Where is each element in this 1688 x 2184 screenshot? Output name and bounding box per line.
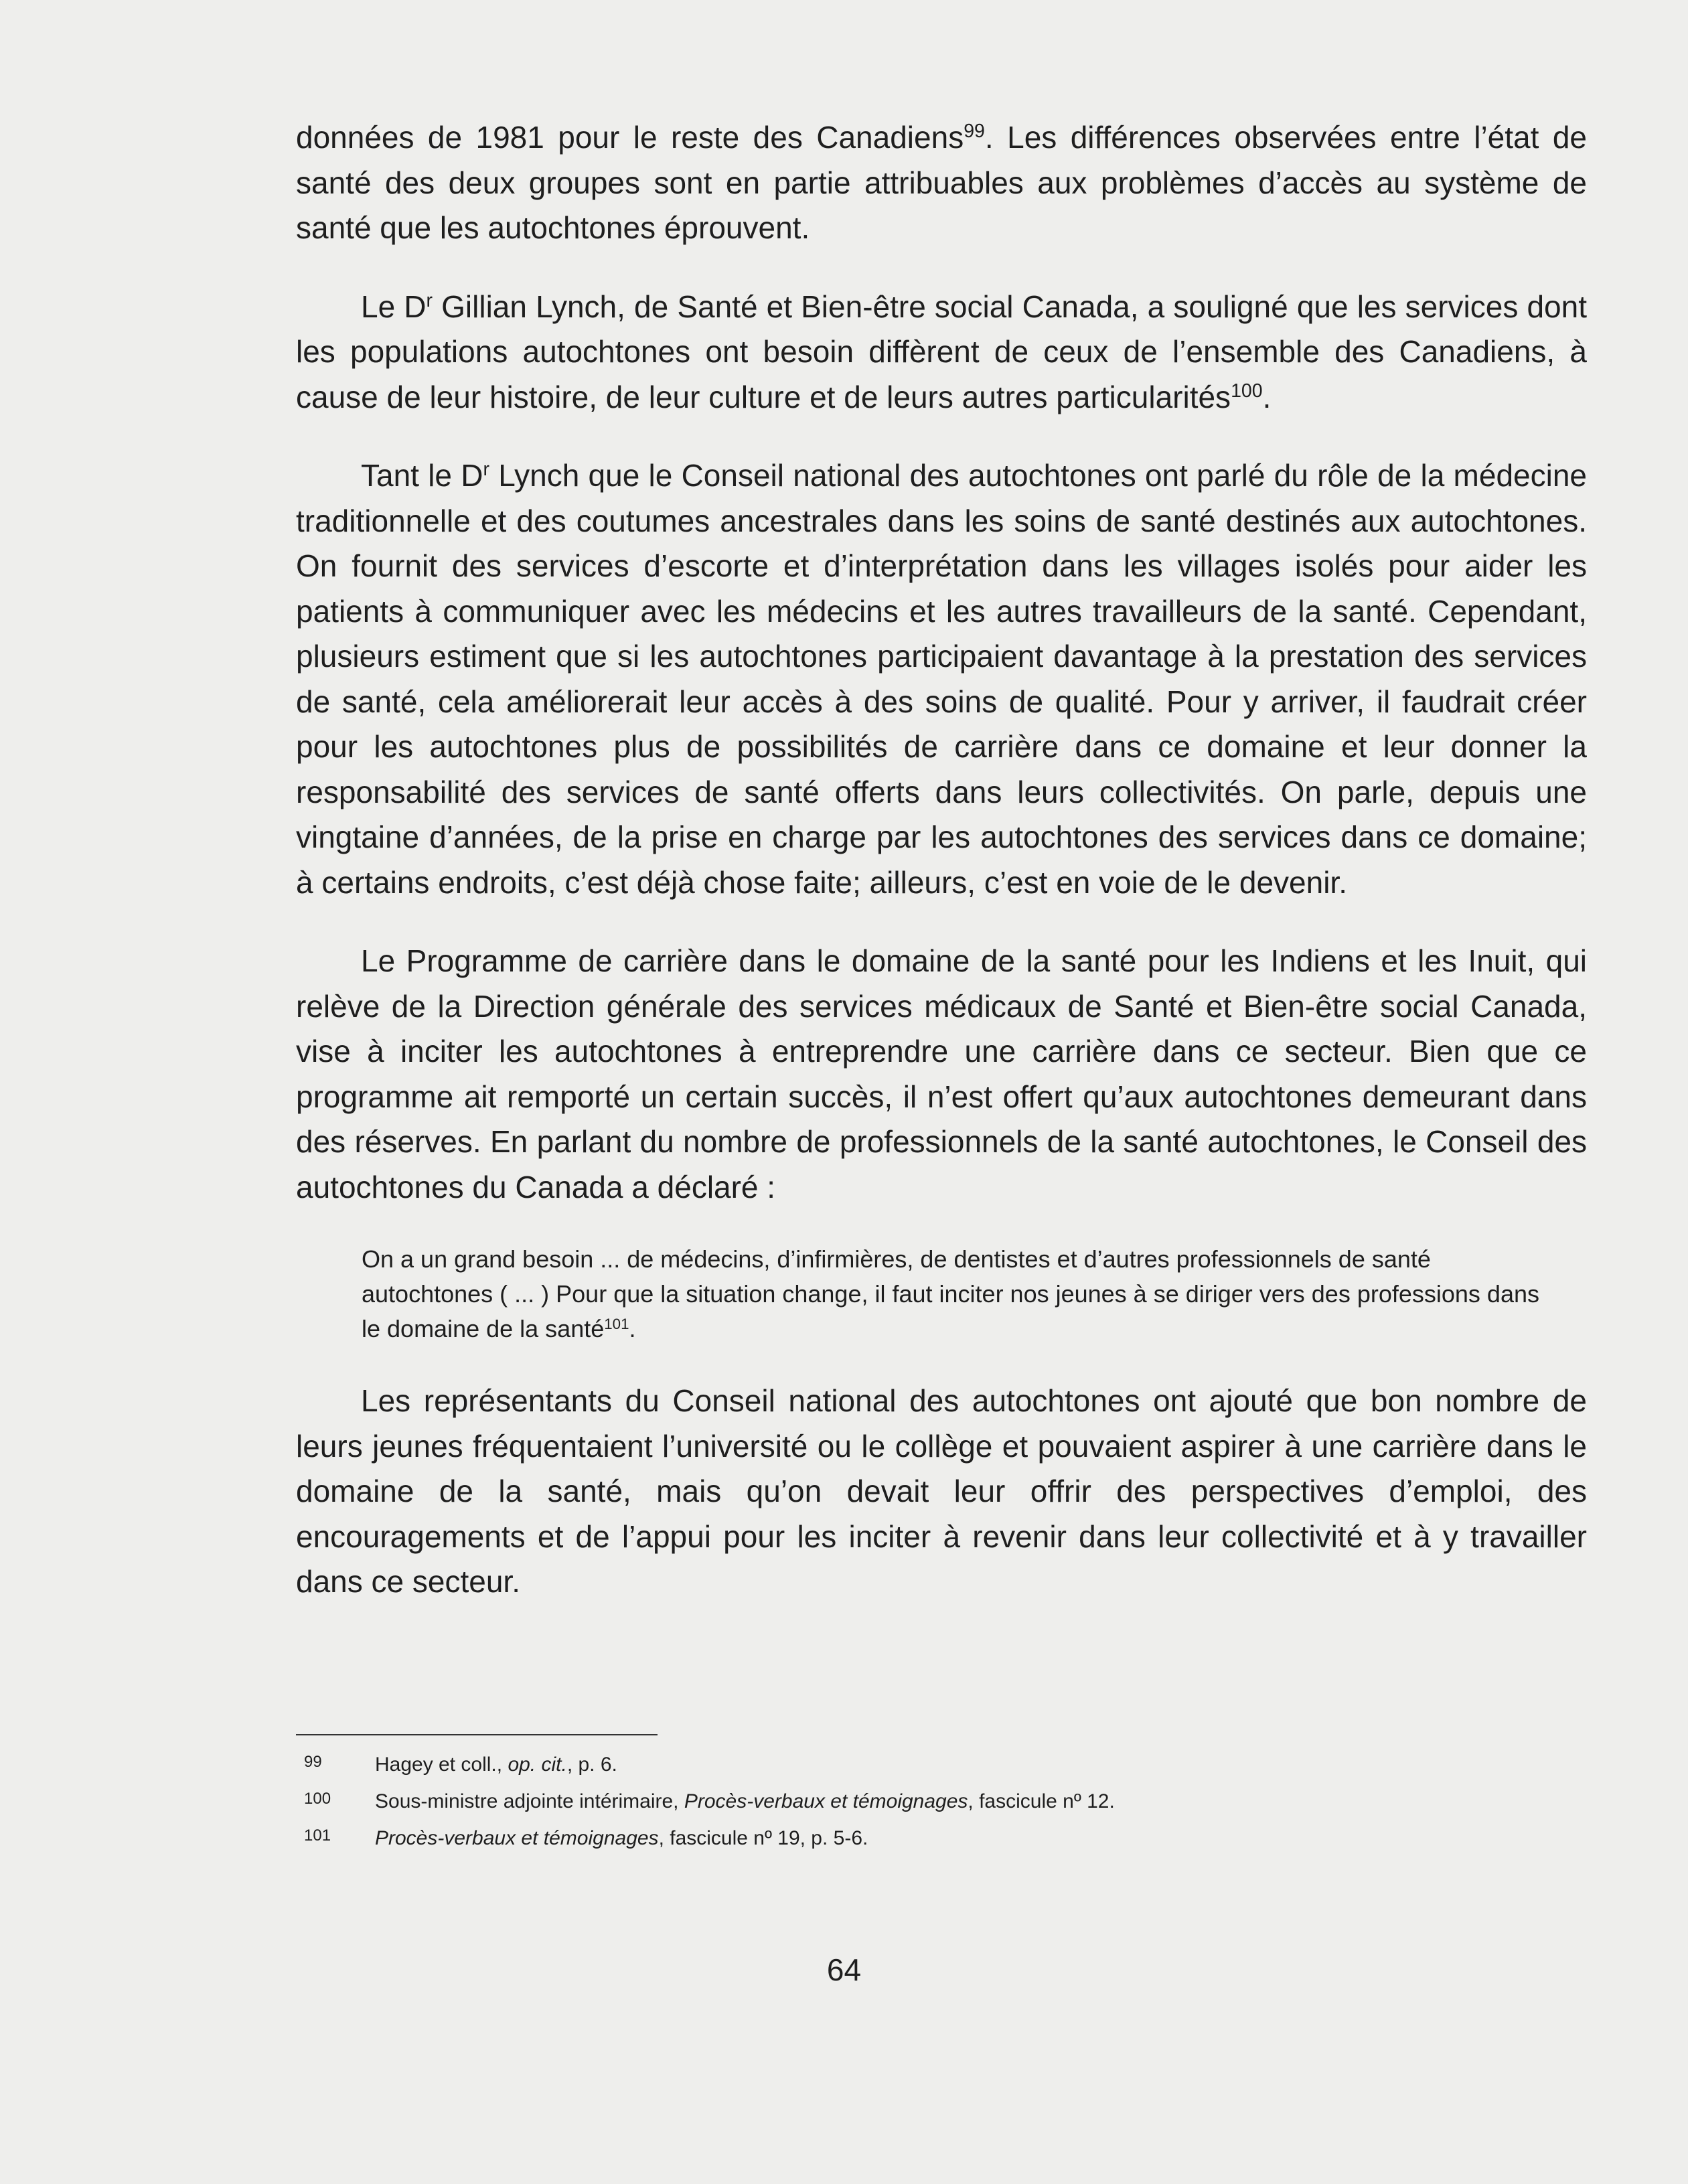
footnote-text-a: Sous-ministre adjointe intérimaire, (375, 1790, 684, 1812)
paragraph-1-text-b: . Les différences observées entre l’état de santé des deux groupes sont en partie attribuables aux problèmes d’accès au système de santé que les autochtones éprouvent. (296, 120, 1587, 245)
paragraph-1-text-a: données de 1981 pour le reste des Canadiens (296, 120, 964, 155)
paragraph-5: Les représentants du Conseil national des autochtones ont ajouté que bon nombre de leurs jeunes fréquentaient l’université ou le collège et pouvaient aspirer à une carrière dans le domaine de la santé, mais qu’on devait leur offrir des perspectives d’emploi, des encouragements et de l’appui pour les inciter à revenir dans leur collectivité et à y travailler dans ce secteur. (296, 1383, 1587, 1599)
paragraph-3-text-a: Tant le D (361, 458, 483, 493)
block-quote (362, 1242, 1560, 1346)
footnote-ref-101: 101 (604, 1315, 629, 1332)
paragraph-4: Le Programme de carrière dans le domaine de la santé pour les Indiens et les Inuit, qui relève de la Direction générale des services médicaux de Santé et Bien-être social Canada, vise à inciter les autochtones à entreprendre une carrière dans ce secteur. Bien que ce programme ait remporté un certain succès, il n’est offert qu’aux autochtones demeurant dans des réserves. En parlant du nombre de professionnels de la santé autochtones, le Conseil des autochtones du Canada a déclaré : (296, 943, 1587, 1204)
doctor-superscript: r (426, 289, 433, 311)
footnote-number: 101 (304, 1826, 331, 1845)
footnote-101 (296, 1820, 1568, 1857)
footnote-text-b: , fascicule nº 19, p. 5-6. (658, 1827, 868, 1849)
quote-text-b: . (629, 1315, 636, 1342)
paragraph-3 (296, 453, 1587, 905)
footnote-number: 99 (304, 1753, 322, 1771)
footnote-divider (296, 1734, 658, 1735)
footnote-number: 100 (304, 1790, 331, 1808)
paragraph-2-text-a: Le D (361, 289, 427, 324)
page-number: 64 (826, 1952, 862, 1987)
paragraph-3-text-b: Lynch que le Conseil national des autochtones ont parlé du rôle de la médecine traditionnelle et des coutumes ancestrales dans les soins de santé destinés aux autochtones. On fournit des services d’escorte et d’interprétation dans les villages isolés pour aider les patients à communiquer avec les médecins et les autres travailleurs de la santé. Cependant, plusieurs estiment que si les autochtones participaient davantage à la prestation des services de santé, cela améliorerait leur accès à des soins de qualité. Pour y arriver, il faudrait créer pour les autochtones plus de possibilités de carrière dans ce domaine et leur donner la responsabilité des services de santé offerts dans leurs collectivités. On parle, depuis une vingtaine d’années, de la prise en charge par les autochtones des services dans ce domaine; à certains endroits, c’est déjà chose faite; ailleurs, c’est en voie de le devenir. (296, 458, 1587, 900)
paragraph-2-text-c: . (1262, 379, 1272, 414)
footnote-text-b: , p. 6. (566, 1753, 617, 1776)
footnote-99 (296, 1746, 1568, 1783)
footnote-italic: op. cit. (508, 1753, 567, 1776)
paragraph-1 (296, 115, 1587, 251)
footnote-ref-99: 99 (964, 121, 985, 143)
footnote-italic: Procès-verbaux et témoignages (684, 1790, 968, 1812)
doctor-superscript: r (483, 459, 489, 481)
quote-text-a: On a un grand besoin ... de médecins, d’infirmières, de dentistes et d’autres professionnels de santé autochtones ( ... ) Pour que la situation change, il faut inciter nos jeunes à se diriger vers des professions dans le domaine de la santé (362, 1245, 1539, 1342)
body-text (296, 115, 1587, 1605)
footnote-italic: Procès-verbaux et témoignages (375, 1827, 659, 1849)
paragraph-2-text-b: Gillian Lynch, de Santé et Bien-être social Canada, a souligné que les services dont les populations autochtones ont besoin diffèrent de ceux de l’ensemble des Canadiens, à cause de leur histoire, de leur culture et de leurs autres particularités (296, 289, 1587, 414)
footnotes (296, 1746, 1568, 1857)
footnote-text-a: Hagey et coll., (375, 1753, 508, 1776)
footnote-text (375, 1820, 868, 1857)
footnote-text (375, 1783, 1115, 1820)
footnote-text-b: , fascicule nº 12. (968, 1790, 1115, 1812)
footnote-ref-100: 100 (1231, 380, 1263, 402)
footnote-100 (296, 1783, 1568, 1820)
paragraph-2 (296, 285, 1587, 420)
footnote-text (375, 1746, 617, 1783)
